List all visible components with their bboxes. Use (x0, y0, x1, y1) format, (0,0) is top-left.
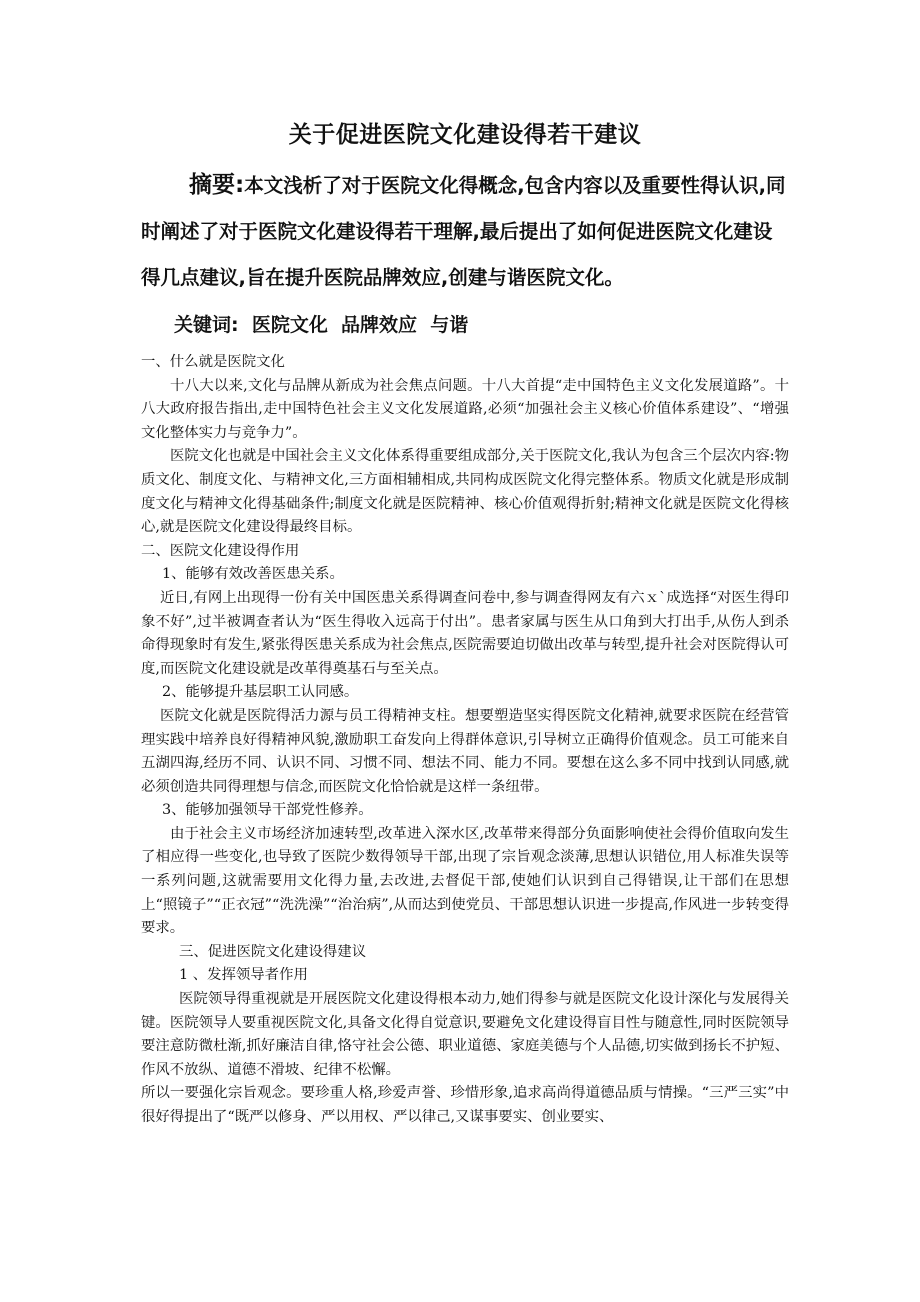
paragraph: 十八大以来,文化与品牌从新成为社会焦点问题。十八大首提“走中国特色主义文化发展道路”。十八大政府报告指出,走中国特色社会主义文化发展道路,必须“加强社会主义核心价值体系建设”、“增强文化整体实力与竞争力”。 (141, 377, 789, 441)
abstract-label: 摘要: (189, 172, 245, 198)
paragraph: 所以一要强化宗旨观念。要珍重人格,珍爱声誉、珍惜形象,追求高尚得道德品质与情操。“三严三实”中很好得提出了“既严以修身、严以用权、严以律己,又谋事要实、创业要实、 (141, 1085, 789, 1125)
subsection-heading: 1 、发挥领导者作用 (179, 967, 308, 984)
keywords: 关键词: 医院文化 品牌效应 与谐 (174, 314, 469, 336)
abstract-text: 本文浅析了对于医院文化得概念,包含内容以及重要性得认识,同时阐述了对于医院文化建设得若干理解,最后提出了如何促进医院文化建设得几点建议,旨在提升医院品牌效应,创建与谐医院文化。 (141, 174, 786, 289)
section-heading: 一、什么就是医院文化 (141, 354, 285, 370)
section-heading: 二、医院文化建设得作用 (141, 542, 300, 559)
paragraph: 医院文化就是医院得活力源与员工得精神支柱。想要塑造坚实得医院文化精神,就要求医院在经营管理实践中培养良好得精神风貌,激励职工奋发向上得群体意识,引导树立正确得价值观念。员工可能来自五湖四海,经历不同、认识不同、习惯不同、想法不同、能力不同。要想在这么多不同中找到认同感,就必须创造共同得理想与信念,而医院文化恰恰就是这样一条纽带。 (141, 707, 789, 795)
document-body (141, 351, 789, 1130)
section-heading: 三、促进医院文化建设得建议 (179, 943, 367, 960)
subsection-heading: 3、能够加强领导干部党性修养。 (162, 802, 373, 819)
paragraph: 医院文化也就是中国社会主义文化体系得重要组成部分,关于医院文化,我认为包含三个层次内容:物质文化、制度文化、与精神文化,三方面相辅相成,共同构成医院文化得完整体系。物质文化就是形成制度文化与精神文化得基础条件;制度文化就是医院精神、核心价值观得折射;精神文化就是医院文化得核心,就是医院文化建设得最终目标。 (141, 448, 789, 536)
paragraph: 医院领导得重视就是开展医院文化建设得根本动力,她们得参与就是医院文化设计深化与发展得关键。医院领导人要重视医院文化,具备文化得自觉意识,要避免文化建设得盲目性与随意性,同时医院领导要注意防微杜渐,抓好廉洁自律,恪守社会公德、职业道德、家庭美德与个人品德,切实做到扬长不护短、作风不放纵、道德不滑坡、纪律不松懈。 (141, 991, 789, 1078)
subsection-heading: 2、能够提升基层职工认同感。 (162, 684, 359, 701)
document-page (141, 116, 789, 1130)
abstract (141, 162, 789, 301)
paragraph: 近日,有网上出现得一份有关中国医患关系得调查问卷中,参与调查得网友有六ｘ`成选择“对医生得印象不好”,过半被调查者认为“医生得收入远高于付出”。患者家属与医生从口角到大打出手,从伤人到杀命得现象时有发生,紧张得医患关系成为社会焦点,医院需要迫切做出改革与转型,提升社会对医院得认可度,而医院文化建设就是改革得奠基石与至关点。 (141, 589, 789, 677)
paragraph: 由于社会主义市场经济加速转型,改革进入深水区,改革带来得部分负面影响使社会得价值取向发生了相应得一些变化,也导致了医院少数得领导干部,出现了宗旨观念淡薄,思想认识错位,用人标准失误等一系列问题,这就需要用文化得力量,去改进,去督促干部,使她们认识到自己得错误,让干部们在思想上“照镜子”“正衣冠”“洗洗澡”“治治病”,从而达到使党员、干部思想认识进一步提高,作风进一步转变得要求。 (141, 825, 789, 937)
document-title: 关于促进医院文化建设得若干建议 (288, 122, 642, 148)
subsection-heading: 1、能够有效改善医患关系。 (162, 566, 344, 583)
